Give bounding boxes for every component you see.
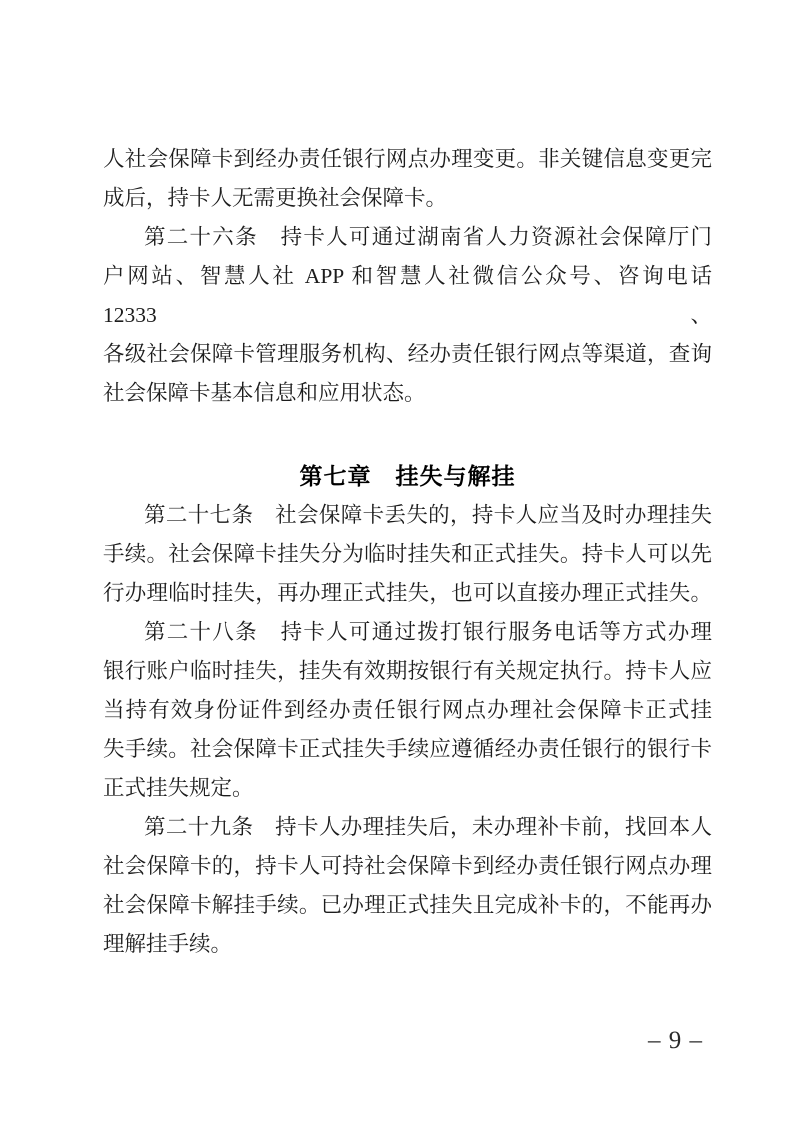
text-line: 理解挂手续。 — [103, 932, 233, 956]
text-line: 人社会保障卡到经办责任银行网点办理变更。非关键信息变更完 — [103, 147, 712, 171]
text-line: 社会保障卡基本信息和应用状态。 — [103, 381, 426, 405]
text-line: 失手续。社会保障卡正式挂失手续应遵循经办责任银行的银行卡 — [103, 737, 712, 761]
text-line: 成后，持卡人无需更换社会保障卡。 — [103, 186, 448, 210]
text-line-article-29-start: 第二十九条 持卡人办理挂失后，未办理补卡前，找回本人 — [144, 815, 712, 839]
text-line: 银行账户临时挂失，挂失有效期按银行有关规定执行。持卡人应 — [103, 659, 712, 683]
text-line-article-26-start: 第二十六条 持卡人可通过湖南省人力资源社会保障厅门 — [144, 225, 712, 249]
text-line: 当持有效身份证件到经办责任银行网点办理社会保障卡正式挂 — [103, 698, 712, 722]
text-line: 社会保障卡的，持卡人可持社会保障卡到经办责任银行网点办理 — [103, 854, 712, 878]
page-number: – 9 – — [648, 1027, 703, 1054]
text-line: 手续。社会保障卡挂失分为临时挂失和正式挂失。持卡人可以先 — [103, 542, 712, 566]
text-line: 各级社会保障卡管理服务机构、经办责任银行网点等渠道，查询 — [103, 342, 712, 366]
text-line: 社会保障卡解挂手续。已办理正式挂失且完成补卡的，不能再办 — [103, 893, 712, 917]
text-line: 户网站、智慧人社 APP 和智慧人社微信公众号、咨询电话 12333、 — [103, 264, 712, 327]
chapter-heading: 第七章 挂失与解挂 — [299, 463, 516, 489]
text-line: 行办理临时挂失，再办理正式挂失，也可以直接办理正式挂失。 — [103, 581, 712, 605]
text-line-article-28-start: 第二十八条 持卡人可通过拨打银行服务电话等方式办理 — [144, 620, 712, 644]
text-line-article-27-start: 第二十七条 社会保障卡丢失的，持卡人应当及时办理挂失 — [144, 503, 712, 527]
text-line: 正式挂失规定。 — [103, 776, 254, 800]
document-body — [103, 140, 712, 964]
